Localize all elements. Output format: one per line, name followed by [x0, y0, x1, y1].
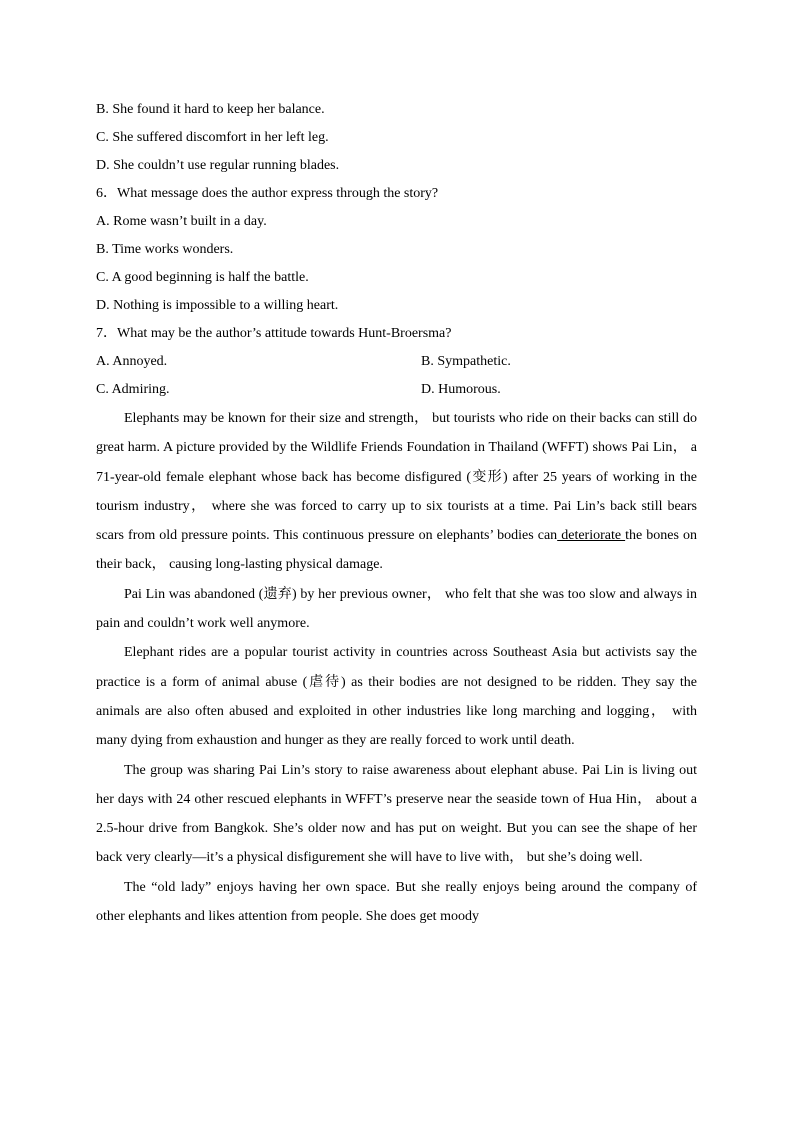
q6-stem: 6．What message does the author express through the story? [96, 186, 439, 201]
q7-option-a: A. Annoyed. [96, 354, 168, 369]
q7-stem: 7．What may be the author’s attitude towards Hunt-Broersma? [96, 326, 452, 341]
passage-paragraph-1 [96, 404, 697, 580]
passage-paragraph-2: Pai Lin was abandoned (遗弃) by her previous owner， who felt that she was too slow and always in pain and couldn’t work well anymore. [96, 586, 697, 632]
q7-options-row-1 [96, 348, 697, 376]
p1-text-b: the bones on their back， causing long-lasting physical damage. [96, 528, 697, 573]
q5-option-c: C. She suffered discomfort in her left leg. [96, 130, 329, 145]
q7-option-c: C. Admiring. [96, 382, 170, 397]
q5-option-d: D. She couldn’t use regular running blades. [96, 158, 340, 173]
q6-option-c: C. A good beginning is half the battle. [96, 270, 309, 285]
q7-option-d: D. Humorous. [421, 382, 501, 397]
passage-paragraph-3: Elephant rides are a popular tourist activity in countries across Southeast Asia but activists say the practice is a form of animal abuse (虐待) as their bodies are not designed to be ridden. They say the animals are also often abused and exploited in other industries like long marching and logging， with many dying from exhaustion and hunger as they are really forced to work until death. [96, 645, 697, 749]
p1-text-a: Elephants may be known for their size and strength， but tourists who ride on their backs can still do great harm. A picture provided by the Wildlife Friends Foundation in Thailand (WFFT) shows Pai Lin， a 71-year-old female elephant whose back has become disfigured (变形) after 25 years of working in the tourism industry， where she was forced to carry up to six tourists at a time. Pai Lin’s back still bears scars from old pressure points. This continuous pressure on elephants’ bodies can [96, 411, 697, 544]
passage-paragraph-4: The group was sharing Pai Lin’s story to raise awareness about elephant abuse. Pai Lin is living out her days with 24 other rescued elephants in WFFT’s preserve near the seaside town of Hua Hin， about a 2.5-hour drive from Bangkok. She’s older now and has put on weight. But you can see the shape of her back very clearly—it’s a physical disfigurement she will have to live with， but she’s doing well. [96, 762, 697, 866]
q6-option-a: A. Rome wasn’t built in a day. [96, 214, 267, 229]
q7-options-row-2 [96, 376, 697, 404]
q5-option-b: B. She found it hard to keep her balance. [96, 102, 325, 117]
underlined-word-deteriorate: deteriorate [557, 528, 626, 544]
q6-option-d: D. Nothing is impossible to a willing heart. [96, 298, 339, 313]
q6-option-b: B. Time works wonders. [96, 242, 234, 257]
q7-option-b: B. Sympathetic. [421, 354, 511, 369]
passage-paragraph-5: The “old lady” enjoys having her own space. But she really enjoys being around the company of other elephants and likes attention from people. She does get moody [96, 879, 697, 925]
